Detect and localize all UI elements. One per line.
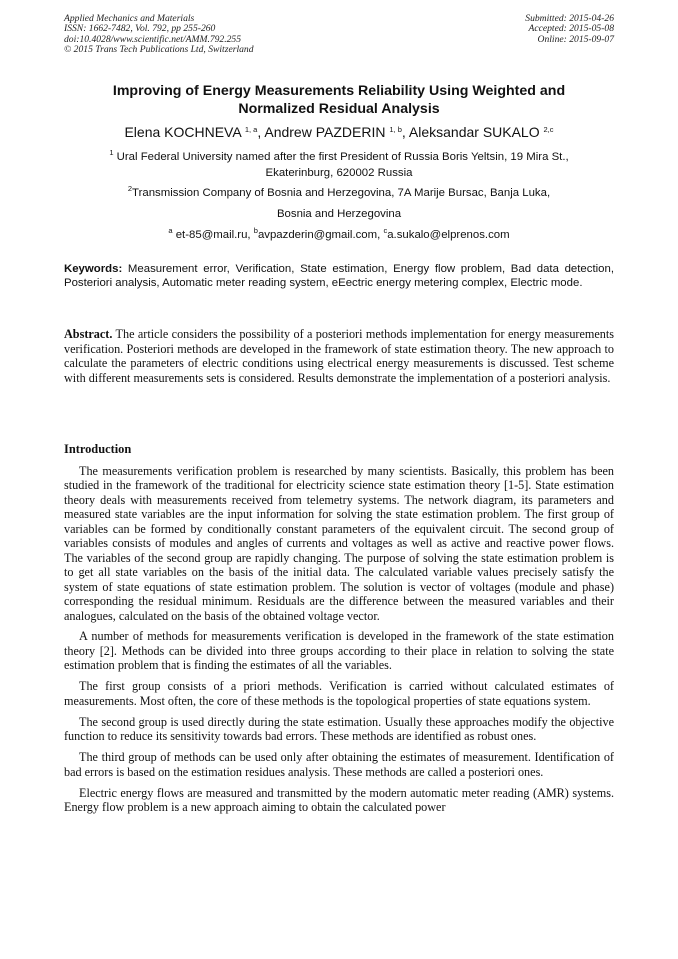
email-b[interactable]: avpazderin@gmail.com,	[257, 229, 384, 241]
journal-issn: ISSN: 1662-7482, Vol. 792, pp 255-260	[64, 23, 216, 35]
email-b-mark: b	[253, 226, 258, 235]
intro-paragraph-6: Electric energy flows are measured and transmitted by the modern automatic meter reading (AMR) systems. Energy flow problem is a new approach aiming to obtain the calculated power	[64, 785, 614, 815]
title-line-1: Improving of Energy Measurements Reliability Using Weighted and	[112, 83, 566, 99]
journal-info	[64, 14, 254, 55]
affiliation-2-line-1: Transmission Company of Bosnia and Herzegovina, 7A Marije Bursac, Banja Luka,	[132, 187, 551, 199]
intro-paragraph-2: A number of methods for measurements verification is developed in the framework of the state estimation theory [2]. Methods can be divided into three groups according to their place in relation to solving the state estimation problem that is finding the estimates of all the variables.	[64, 629, 614, 673]
publication-dates	[525, 14, 614, 45]
affiliation-1	[60, 149, 618, 181]
author-1-name: Elena KOCHNEVA	[124, 124, 245, 140]
affiliation-1-line-2: Ekaterinburg, 620002 Russia	[265, 167, 413, 179]
author-3-affiliation-mark: 2,c	[543, 125, 554, 134]
journal-copyright: © 2015 Trans Tech Publications Ltd, Switzerland	[64, 43, 254, 55]
intro-paragraph-3: The first group consists of a priori methods. Verification is carried without calculated estimates of measurements. Most often, the core of these methods is the topological properties of state equations system.	[64, 679, 614, 708]
author-2-affiliation-mark: 1, b	[389, 125, 402, 134]
keywords	[64, 262, 614, 290]
intro-paragraph-1: The measurements verification problem is researched by many scientists. Basically, this problem has been studied in the framework of the traditional for electricity science state estimation theory [1-5]. State estimation theory deals with measurements received from telemetry systems. The network diagram, its parameters and measured state variables are the input information for solving the state estimation problem. The first group of variables can be formed by conditionally constant parameters of the equivalent circuit. The second group of variables consists of modules and angles of currents and voltages as well as active and reactive power flows. The variables of the second group are rapidly changing. The purpose of solving the state estimation problem is to get all state variables on the basis of the initial data. The calculated variable values precisely satisfy the system of state equations of state estimation problem. The solution is vector of voltages (module and phase) corresponding the residual minimum. Residuals are the difference between the measured variables and their analogues, calculated on the basis of the obtained voltage vector.	[64, 464, 614, 623]
intro-paragraph-5: The third group of methods can be used only after obtaining the estimates of measurement. Identification of bad errors is based on the estimation residues analysis. These methods are called a posteriori ones.	[64, 750, 614, 779]
author-list	[40, 123, 638, 141]
journal-name: Applied Mechanics and Materials	[64, 13, 195, 24]
affiliation-2-line-2: Bosnia and Herzegovina	[276, 208, 402, 220]
affiliation-2-number: 2	[127, 184, 133, 193]
author-1-affiliation-mark: 1, a	[244, 125, 258, 134]
affiliation-1-line-1: Ural Federal University named after the first President of Russia Boris Yeltsin, 19 Mira St.,	[113, 151, 569, 163]
affiliation-1-number: 1	[109, 148, 114, 157]
author-3-name: , Aleksandar SUKALO	[401, 124, 544, 140]
introduction-heading: Introduction	[64, 442, 132, 456]
email-a[interactable]: et-85@mail.ru,	[172, 229, 254, 241]
email-c-mark: c	[383, 226, 388, 235]
date-online: Online: 2015-09-07	[537, 33, 614, 45]
abstract-text: The article considers the possibility of a posteriori methods implementation for energy measurements verification. Posteriori methods are developed in the framework of state estimation theory. The new approach to calculate the parameters of electric conditions using electrical energy measurements is discussed. Test scheme with different measurements sets is considered. Results demonstrate the implementation of a posteriori analysis.	[64, 327, 614, 385]
abstract-label: Abstract.	[64, 327, 113, 341]
author-emails	[60, 227, 618, 243]
date-accepted: Accepted: 2015-05-08	[528, 23, 614, 35]
affiliation-2	[60, 185, 618, 201]
keywords-label: Keywords:	[64, 263, 123, 275]
abstract	[64, 327, 614, 385]
keywords-text: Measurement error, Verification, State estimation, Energy flow problem, Bad data detection, Posteriori analysis, Automatic meter reading system, eEectric energy metering complex, Electric mode.	[64, 263, 614, 289]
email-a-mark: a	[168, 226, 173, 235]
title-line-2: Normalized Residual Analysis	[238, 101, 440, 117]
journal-doi[interactable]: doi:10.4028/www.scientific.net/AMM.792.255	[64, 33, 242, 45]
date-submitted: Submitted: 2015-04-26	[525, 13, 614, 24]
author-2-name: , Andrew PAZDERIN	[257, 124, 390, 140]
intro-paragraph-4: The second group is used directly during the state estimation. Usually these approaches modify the objective function to reduce its sensitivity towards bad errors. These methods are identified as robust ones.	[64, 714, 614, 744]
email-c[interactable]: a.sukalo@elprenos.com	[387, 229, 510, 241]
paper-title	[60, 82, 618, 118]
introduction-body	[64, 464, 614, 821]
